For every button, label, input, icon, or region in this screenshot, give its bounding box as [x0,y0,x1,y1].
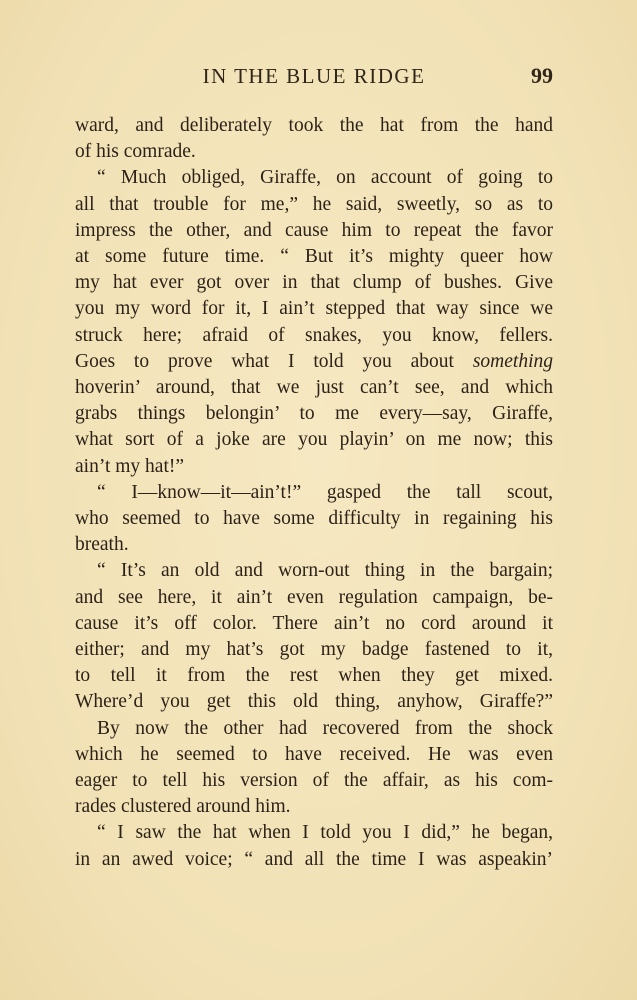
text-line: who seemed to have some difficulty in regaining his [75,508,553,530]
text-line: rades clustered around him. [75,796,291,818]
text-line: in an awed voice; “ and all the time I was aspeakin’ [75,848,553,870]
text-line: either; and my hat’s got my badge fastened to it, [75,639,553,661]
text-line: By now the other had recovered from the shock [97,717,553,739]
text-line: of his comrade. [75,141,196,163]
text-line: eager to tell his version of the affair, as his com- [75,770,553,792]
text-line: which he seemed to have received. He was even [75,743,553,765]
body-text [75,113,553,873]
text-line: to tell it from the rest when they get mixed. [75,665,553,687]
text-line [75,349,553,375]
text-line: all that trouble for me,” he said, sweetly, so as to [75,193,553,215]
text-line: cause it’s off color. There ain’t no cord around it [75,612,553,634]
text-line: “ It’s an old and worn-out thing in the bargain; [97,560,553,582]
text-line: ward, and deliberately took the hat from the hand [75,115,553,136]
text-line: my hat ever got over in that clump of bushes. Give [75,272,553,294]
text-line: “ I saw the hat when I told you I did,” he began, [97,822,553,844]
text-line: at some future time. “ But it’s mighty queer how [75,246,553,268]
page-number: 99 [531,63,553,88]
text-line: you my word for it, I ain’t stepped that way since we [75,298,553,320]
text-line: “ I—know—it—ain’t!” gasped the tall scout, [97,481,553,503]
text-line: struck here; afraid of snakes, you know, fellers. [75,324,553,346]
running-head [75,64,553,92]
text-line: grabs things belongin’ to me every—say, Giraffe, [75,403,553,425]
emphasis-text: something [472,350,553,372]
text-line: ain’t my hat!” [75,455,185,477]
text-segment: Goes to prove what I told you about [75,350,473,372]
running-title: IN THE BLUE RIDGE [202,64,426,88]
text-line: hoverin’ around, that we just can’t see, and which [75,377,553,399]
text-line: “ Much obliged, Giraffe, on account of going to [97,167,553,189]
text-line: Where’d you get this old thing, anyhow, Giraffe?” [75,691,553,713]
text-line: impress the other, and cause him to repeat the favor [75,219,553,241]
text-line: and see here, it ain’t even regulation campaign, be- [75,586,553,608]
text-line: breath. [75,534,129,556]
text-line: what sort of a joke are you playin’ on me now; this [75,429,553,451]
